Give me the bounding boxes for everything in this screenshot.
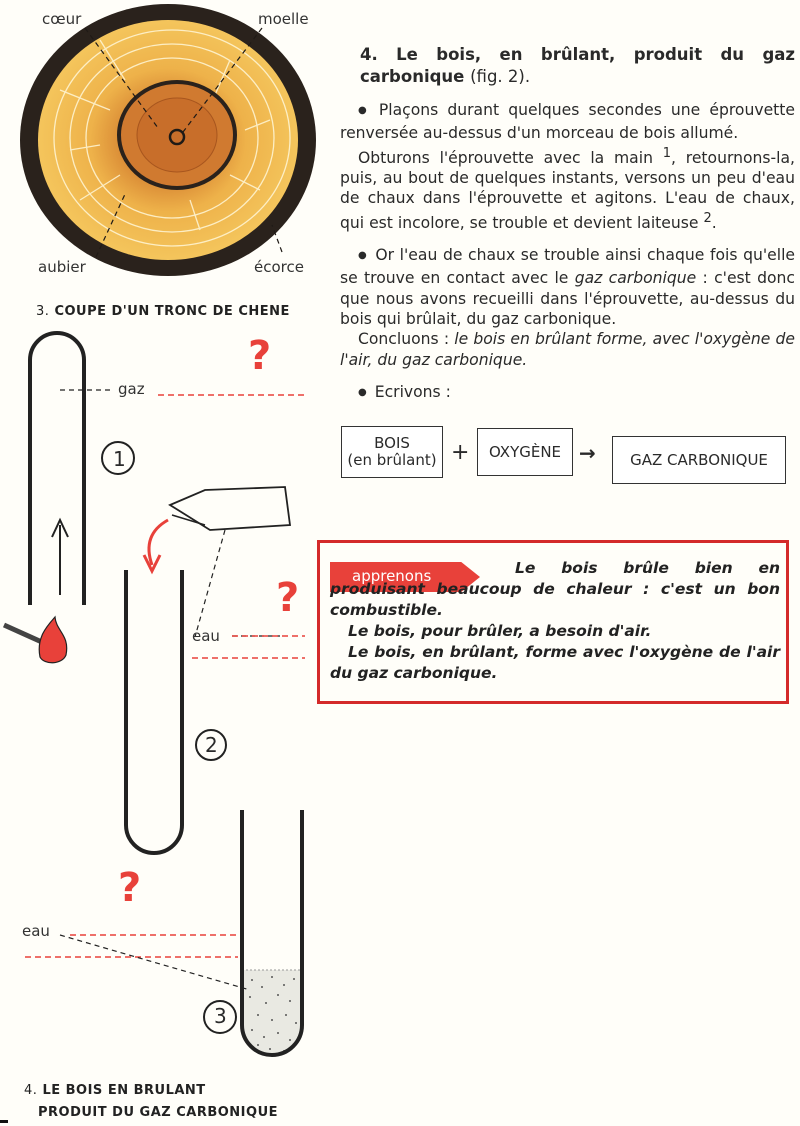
section-text (340, 44, 795, 405)
question-mark-3: ? (118, 865, 142, 911)
experiment-illustration (0, 325, 320, 1085)
label-moelle: moelle (258, 10, 309, 28)
figure3-caption-num: 3. (36, 304, 50, 319)
figure4-caption (24, 1080, 278, 1124)
label-aubier: aubier (38, 258, 86, 276)
figure4-caption-line1: LE BOIS EN BRULANT (42, 1083, 206, 1098)
section-heading-text: 4. Le bois, en brûlant, produit du gaz carbonique (360, 45, 795, 86)
paragraph-2-c: . (711, 213, 717, 232)
learn-tag-label: apprenons (352, 567, 432, 585)
equation-co2: GAZ CARBONIQUE (630, 450, 768, 469)
section-heading (340, 44, 795, 88)
paragraph-2 (340, 144, 795, 234)
step-number-2: 2 (205, 733, 218, 757)
label-ecorce: écorce (254, 258, 304, 276)
learn-line-2: Le bois, pour brûler, a besoin d'air. (348, 622, 652, 640)
learn-box (317, 540, 789, 704)
paragraph-3-a: Or l'eau de chaux se trouble ainsi chaque fois qu'elle se trouve en contact avec le (340, 246, 795, 288)
paragraph-2-a: Obturons l'éprouvette avec la main (358, 148, 663, 167)
learn-text (330, 558, 780, 684)
learn-line-1: Le bois brûle bien en produisant beaucoup de chaleur : c'est un bon combustible. (330, 559, 780, 619)
paragraph-2-b: , retournons-la, puis, au bout de quelques instants, versons un peu d'eau de chaux dans l'éprouvette et agitons. L'eau de chaux, qui est incolore, se trouble et devient laiteuse (340, 148, 795, 232)
question-mark-2: ? (276, 575, 300, 621)
equation-box-wood (341, 426, 443, 478)
equation-wood-line1: BOIS (374, 434, 410, 452)
corner-mark (0, 1120, 8, 1123)
equation-oxygen: OXYGÈNE (488, 442, 562, 461)
figure3-caption (36, 304, 290, 319)
step-number-1: 1 (113, 447, 126, 471)
experiment-figure (0, 325, 320, 1085)
trunk-cross-section-illustration (0, 0, 330, 290)
label-coeur: cœur (42, 10, 82, 28)
figure3-caption-text: COUPE D'UN TRONC DE CHENE (54, 304, 290, 319)
paragraph-3-em: gaz carbonique (574, 269, 697, 288)
label-eau-tube3: eau (22, 922, 50, 940)
footnote-2: 2 (703, 210, 712, 226)
paragraph-3 (340, 245, 795, 329)
label-gaz: gaz (118, 380, 145, 398)
question-mark-1: ? (248, 333, 272, 379)
equation-plus: + (451, 440, 470, 465)
trunk-figure (0, 0, 330, 290)
paragraph-4-em: le bois en brûlant forme, avec l'oxygène de l'air, du gaz carbonique. (340, 330, 795, 369)
figure4-caption-line2: PRODUIT DU GAZ CARBONIQUE (38, 1105, 278, 1120)
equation-arrow: → (579, 441, 596, 465)
equation-wood-line2: (en brûlant) (347, 451, 437, 469)
paragraph-1: ● Plaçons durant quelques secondes une éprouvette renversée au-dessus d'un morceau de bois allumé. (340, 100, 795, 144)
equation-box-co2 (612, 436, 786, 484)
paragraph-5: ● Ecrivons : (340, 382, 795, 405)
label-eau-tube2: eau (192, 627, 220, 645)
footnote-1: 1 (662, 145, 672, 161)
equation-box-oxygen (477, 428, 573, 476)
learn-line-3: Le bois, en brûlant, forme avec l'oxygène de l'air du gaz carbonique. (330, 643, 780, 682)
paragraph-4-a: Concluons : (358, 330, 455, 349)
paragraph-3-b: : c'est donc que nous avons recueilli dans l'éprouvette, au-dessus du bois qui brûlait, du gaz carbonique. (340, 269, 795, 329)
section-heading-fig: (fig. 2). (470, 67, 531, 86)
step-number-3: 3 (214, 1004, 227, 1028)
figure4-caption-num: 4. (24, 1083, 38, 1098)
paragraph-4 (340, 329, 795, 370)
